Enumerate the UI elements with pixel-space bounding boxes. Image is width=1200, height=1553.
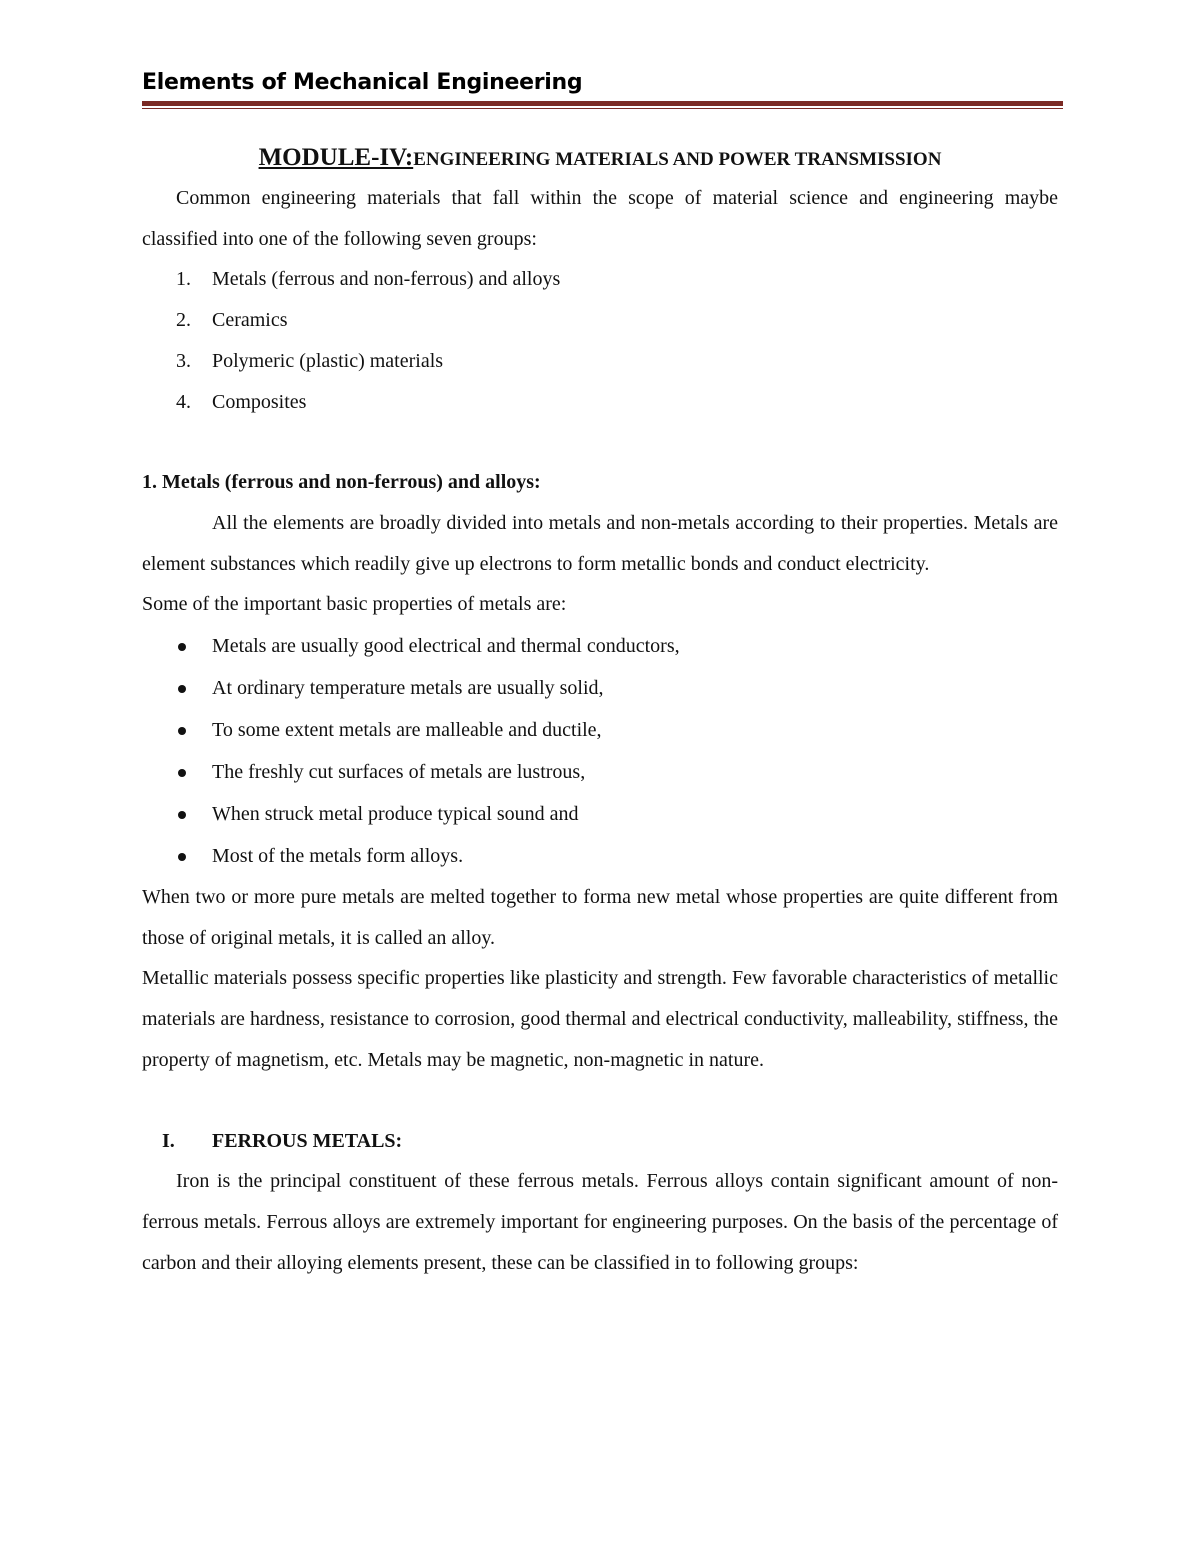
metals-paragraph: All the elements are broadly divided into metals and non-metals according to their properties. Metals are element substances which readily give up electrons to form metallic bonds and conduct electricity. <box>142 511 1058 575</box>
list-item: 3. Polymeric (plastic) materials <box>176 349 444 372</box>
list-item: 2. Ceramics <box>176 309 288 332</box>
material-groups-list <box>142 259 1058 422</box>
module-label: MODULE-IV: <box>258 144 414 171</box>
list-item: The freshly cut surfaces of metals are lustrous, <box>142 751 1058 793</box>
list-item: 4. Composites <box>176 390 307 413</box>
document-body <box>142 138 1058 1283</box>
bullet-icon <box>178 811 186 819</box>
bullet-icon <box>178 853 186 861</box>
header-rule-thick <box>142 101 1063 106</box>
section-heading-ferrous <box>142 1121 1058 1162</box>
section-title: FERROUS METALS: <box>212 1129 403 1152</box>
bullet-icon <box>178 685 186 693</box>
header-rule-thin <box>142 108 1063 109</box>
list-item: At ordinary temperature metals are usually solid, <box>142 667 1058 709</box>
list-item: Metals are usually good electrical and thermal conductors, <box>142 625 1058 667</box>
metal-properties-list <box>142 625 1058 877</box>
section-heading-metals: 1. Metals (ferrous and non-ferrous) and alloys: <box>142 471 541 494</box>
ferrous-paragraph: Iron is the principal constituent of these ferrous metals. Ferrous alloys contain significant amount of non-ferrous metals. Ferrous alloys are extremely important for engineering purposes. On the basis of the percentage of carbon and their alloying elements present, these can be classified in to following groups: <box>142 1170 1058 1274</box>
module-title <box>142 138 1058 178</box>
spacer <box>142 1081 1058 1121</box>
intro-paragraph: Common engineering materials that fall within the scope of material science and engineering maybe classified into one of the following seven groups: <box>142 187 1058 250</box>
running-header: Elements of Mechanical Engineering <box>142 70 583 95</box>
properties-intro: Some of the important basic properties of metals are: <box>142 593 567 616</box>
list-item: When struck metal produce typical sound and <box>142 793 1058 835</box>
section-number: I. <box>162 1129 175 1152</box>
bullet-icon <box>178 769 186 777</box>
module-subtitle: ENGINEERING MATERIALS AND POWER TRANSMISSION <box>413 149 942 170</box>
metallic-materials-paragraph: Metallic materials possess specific properties like plasticity and strength. Few favorable characteristics of metallic materials are hardness, resistance to corrosion, good thermal and electrical conductivity, malleability, stiffness, the property of magnetism, etc. Metals may be magnetic, non-magnetic in nature. <box>142 967 1058 1071</box>
alloy-paragraph: When two or more pure metals are melted together to forma new metal whose properties are quite different from those of original metals, it is called an alloy. <box>142 886 1058 949</box>
list-item: To some extent metals are malleable and ductile, <box>142 709 1058 751</box>
list-item: Most of the metals form alloys. <box>142 835 1058 877</box>
spacer <box>142 422 1058 462</box>
list-item: 1. Metals (ferrous and non-ferrous) and alloys <box>176 268 561 291</box>
bullet-icon <box>178 727 186 735</box>
bullet-icon <box>178 643 186 651</box>
